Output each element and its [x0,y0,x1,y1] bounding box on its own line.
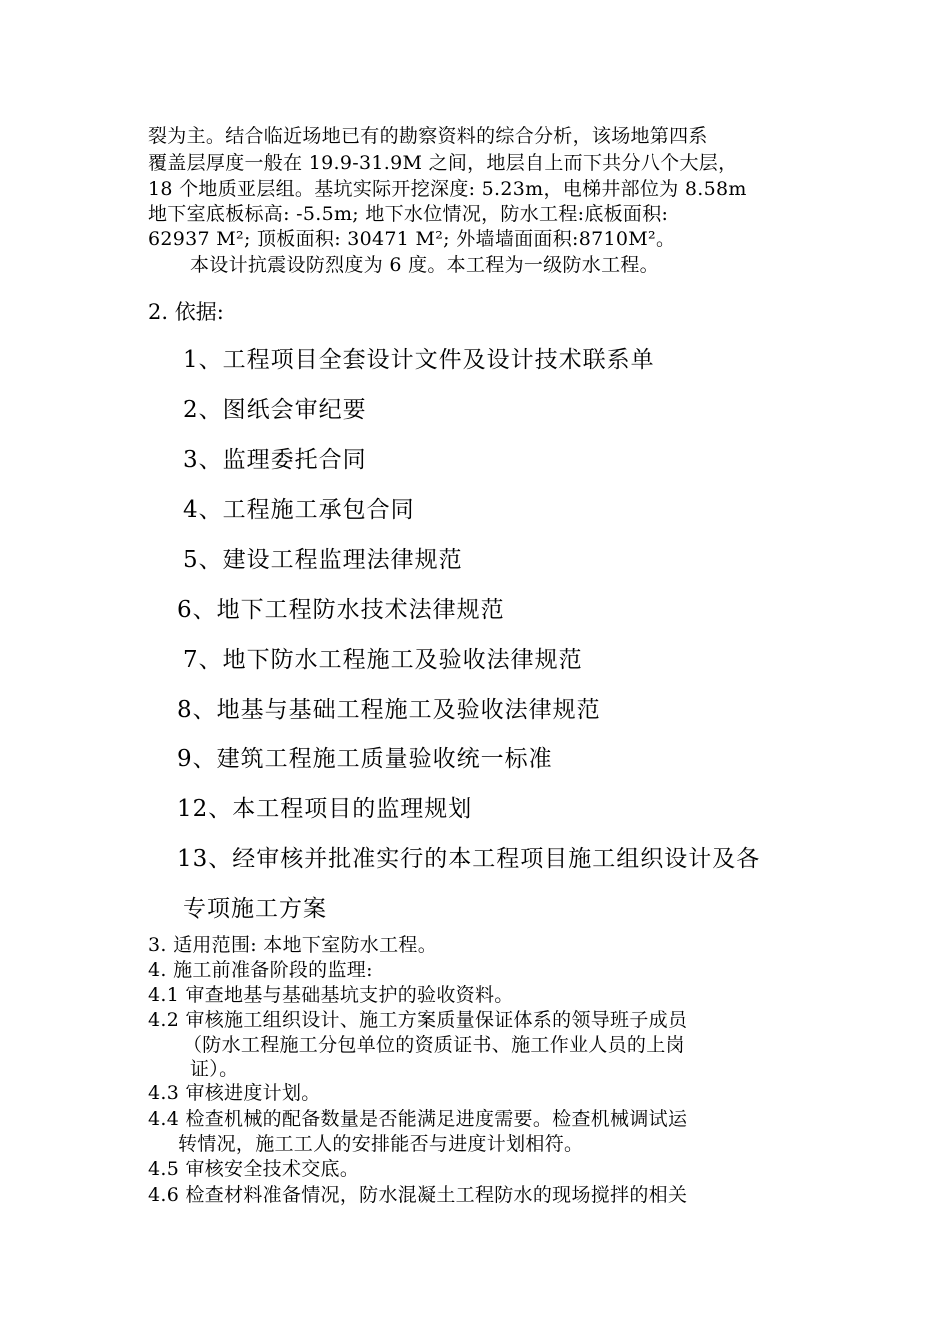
basis-item-8: 8、地基与基础工程施工及验收法律规范 [177,697,601,723]
section-3-scope: 3. 适用范围: 本地下室防水工程。 [148,934,438,956]
basis-item-6: 6、地下工程防水技术法律规范 [177,597,505,623]
section-4-5: 4.5 审核安全技术交底。 [148,1158,360,1180]
intro-line-4: 地下室底板标高: -5.5m; 地下水位情况，防水工程:底板面积: [148,203,669,225]
intro-line-5: 62937 M²; 顶板面积: 30471 M²; 外墙墙面面积:8710M²。 [148,228,676,250]
section-4-4-line-2: 转情况，施工工人的安排能否与进度计划相符。 [178,1133,584,1155]
basis-item-13-continued: 专项施工方案 [183,896,327,922]
section-4-heading: 4. 施工前准备阶段的监理: [148,959,373,981]
basis-item-12: 12、本工程项目的监理规划 [177,796,473,822]
basis-item-4: 4、工程施工承包合同 [183,497,415,523]
basis-heading: 2. 依据: [148,300,224,324]
basis-item-2: 2、图纸会审纪要 [183,397,367,423]
basis-item-1: 1、工程项目全套设计文件及设计技术联系单 [183,347,655,373]
section-4-2: 4.2 审核施工组织设计、施工方案质量保证体系的领导班子成员 [148,1009,688,1031]
section-4-3: 4.3 审核进度计划。 [148,1082,321,1104]
section-4-6: 4.6 检查材料准备情况，防水混凝土工程防水的现场搅拌的相关 [148,1184,688,1206]
intro-line-6: 本设计抗震设防烈度为 6 度。本工程为一级防水工程。 [190,254,659,276]
basis-item-7: 7、地下防水工程施工及验收法律规范 [183,647,583,673]
intro-line-2: 覆盖层厚度一般在 19.9-31.9M 之间，地层自上而下共分八个大层， [148,152,738,174]
section-4-1: 4.1 审查地基与基础基坑支护的验收资料。 [148,984,514,1006]
intro-line-3: 18 个地质亚层组。基坑实际开挖深度: 5.23m，电梯井部位为 8.58m [148,178,747,200]
basis-item-9: 9、建筑工程施工质量验收统一标准 [177,746,553,772]
basis-item-3: 3、监理委托合同 [183,447,367,473]
section-4-4: 4.4 检查机械的配备数量是否能满足进度需要。检查机械调试运 [148,1108,688,1130]
basis-item-13: 13、经审核并批准实行的本工程项目施工组织设计及各 [177,846,761,872]
intro-line-1: 裂为主。结合临近场地已有的勘察资料的综合分析，该场地第四系 [148,125,708,147]
section-4-2-line-2: （防水工程施工分包单位的资质证书、施工作业人员的上岗 [183,1034,685,1056]
basis-item-5: 5、建设工程监理法律规范 [183,547,463,573]
section-4-2-line-3: 证）。 [190,1058,239,1080]
